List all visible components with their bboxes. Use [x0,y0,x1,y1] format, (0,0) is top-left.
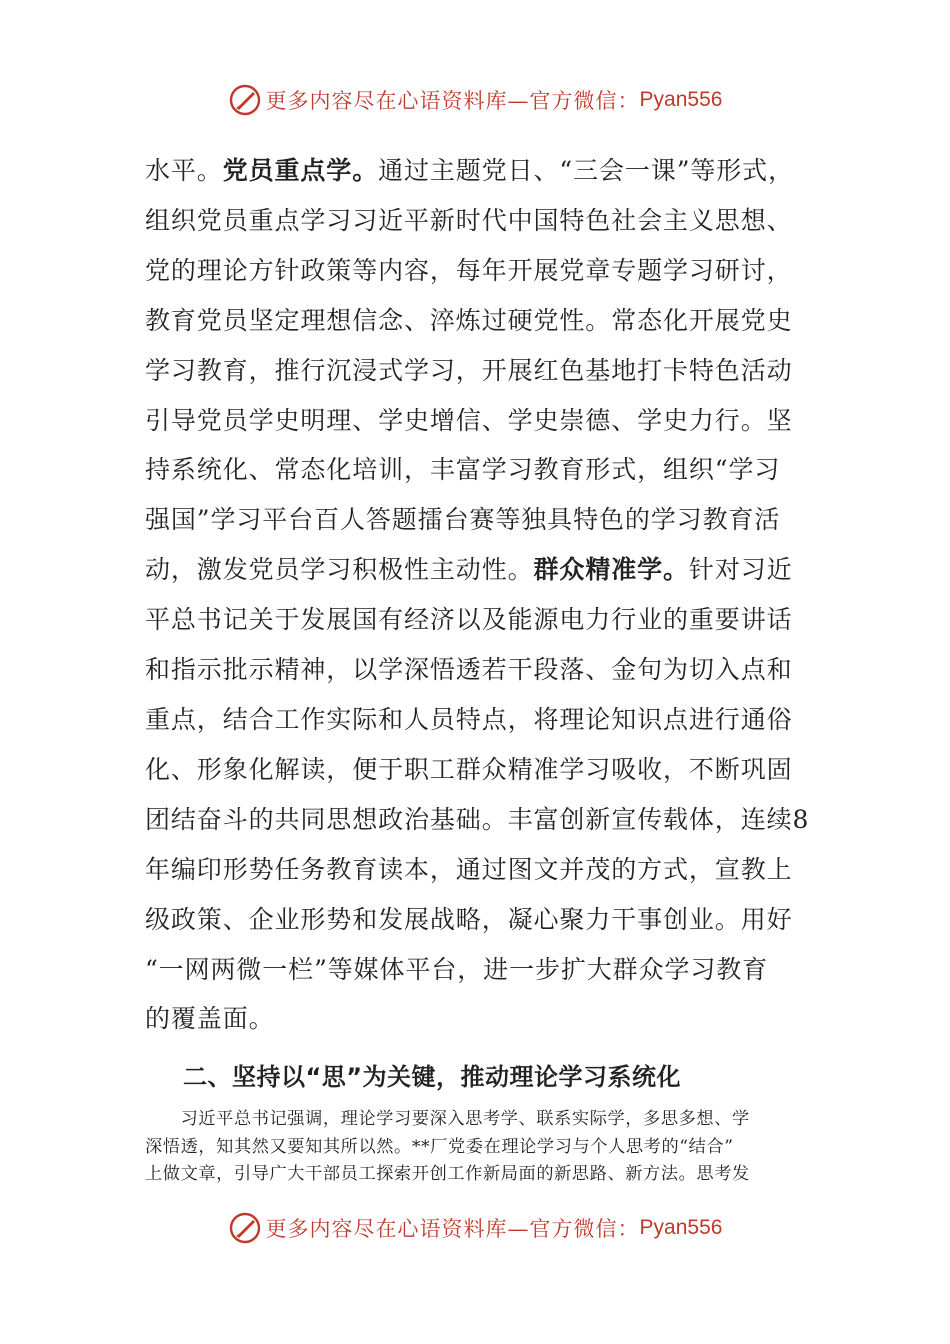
small-paragraph [145,1106,810,1189]
pen-logo-icon [228,83,262,117]
bold-phrase-masses: 群众精准学。 [533,555,689,585]
text-line: 平总书记关于发展国有经济以及能源电力行业的重要讲话 [145,605,793,635]
text-line: 年编印形势任务教育读本，通过图文并茂的方式，宣教上 [145,854,793,884]
text-line: 水平。党员重点学。通过主题党日、“三会一课”等形式， [145,156,794,185]
text-line: 学习教育，推行沉浸式学习，开展红色基地打卡特色活动 [145,355,793,385]
text-line: 组织党员重点学习习近平新时代中国特色社会主义思想、 [145,205,793,235]
text-line: 团结奋斗的共同思想政治基础。丰富创新宣传载体，连续8 [145,804,810,834]
banner-brand-text: 更多内容尽在心语资料库 [265,89,508,113]
pen-logo-icon [228,1211,262,1245]
text-line: 党的理论方针政策等内容，每年开展党章专题学习研讨， [145,255,793,285]
text-line: 化、形象化解读，便于职工群众精准学习吸收，不断巩固 [145,754,793,784]
section-heading: 二、坚持以“思”为关键，推动理论学习系统化 [183,1063,682,1091]
text-line: 级政策、企业形势和发展战略，凝心聚力干事创业。用好 [145,904,793,934]
banner-wechat-id: Pyan556 [639,1216,723,1239]
text-line: 动，激发党员学习积极性主动性。群众精准学。针对习近 [145,555,793,585]
footer-banner [0,1208,950,1248]
text-line: “一网两微一栏”等媒体平台，进一步扩大群众学习教育 [145,954,769,984]
text-line: 强国”学习平台百人答题擂台赛等独具特色的学习教育活 [145,505,781,535]
body-paragraph [145,146,810,1044]
banner-brand-text: 更多内容尽在心语资料库 [265,1217,508,1241]
bold-phrase-party-members: 党员重点学。 [222,156,379,185]
banner-wechat-id: Pyan556 [639,88,723,111]
text-line: 上做文章，引导广大干部员工探索开创工作新局面的新思路、新方法。思考发 [145,1164,750,1184]
text-line: 重点，结合工作实际和人员特点，将理论知识点进行通俗 [145,704,793,734]
text-line: 和指示批示精神，以学深悟透若干段落、金句为切入点和 [145,655,793,685]
banner-label: —官方微信： [507,89,640,113]
text-line: 习近平总书记强调，理论学习要深入思考学、联系实际学，多思多想、学 [145,1109,750,1129]
text-line: 教育党员坚定理想信念、淬炼过硬党性。常态化开展党史 [145,305,793,335]
text-line: 引导党员学史明理、学史增信、学史崇德、学史力行。坚 [145,405,793,435]
header-banner [0,80,950,120]
text-line: 的覆盖面。 [145,1004,275,1034]
banner-label: —官方微信： [507,1217,640,1241]
text-line: 深悟透，知其然又要知其所以然。**厂党委在理论学习与个人思考的“结合” [145,1136,734,1157]
text-line: 持系统化、常态化培训，丰富学习教育形式，组织“学习 [145,455,781,485]
